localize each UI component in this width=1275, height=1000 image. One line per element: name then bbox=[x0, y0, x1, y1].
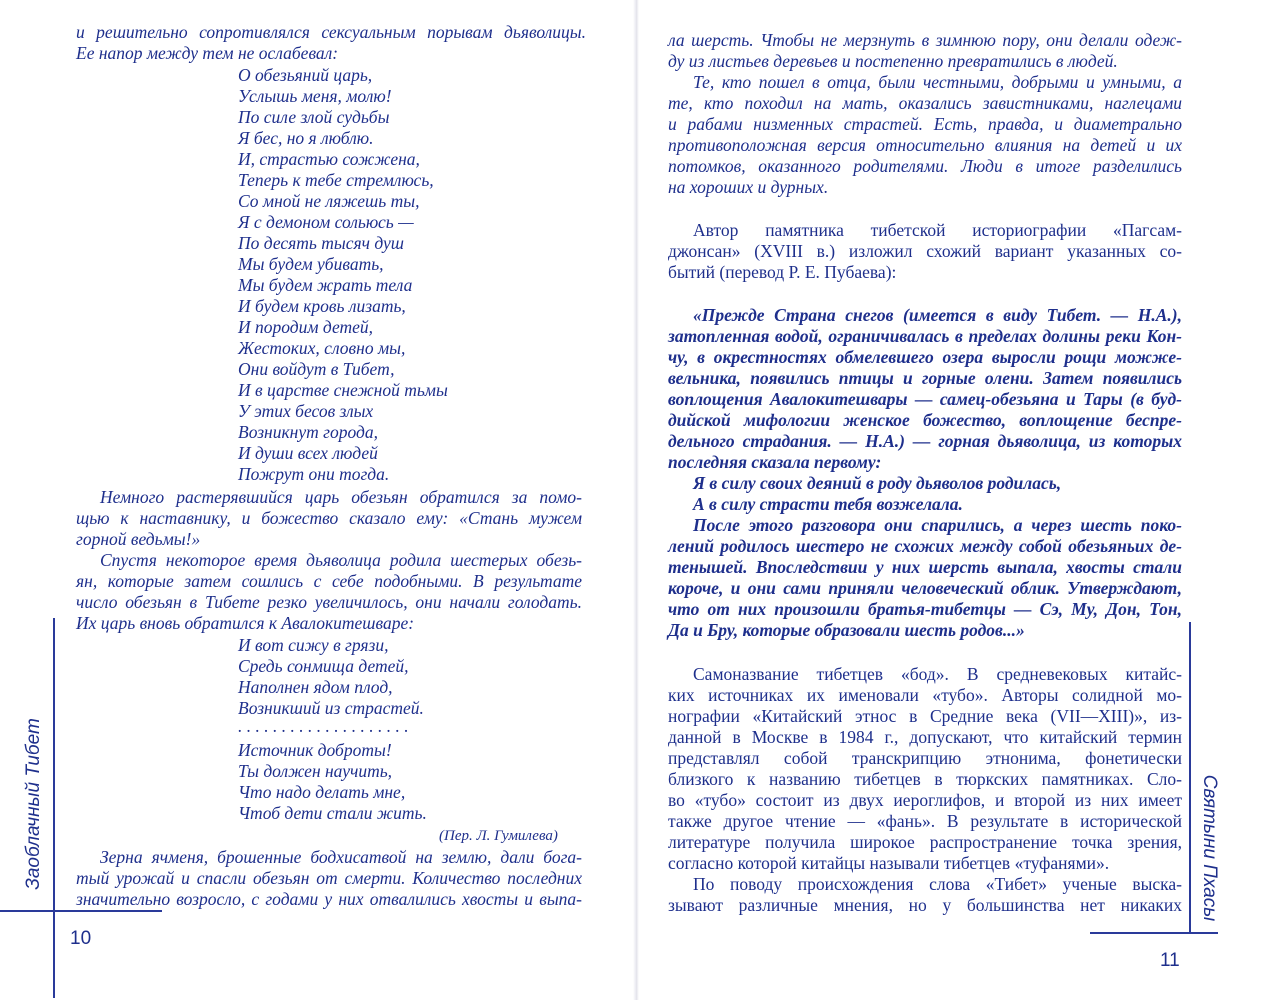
text-line: ян, которые затем сошлись с себе подобными. В результате bbox=[76, 571, 582, 591]
text-line: горной ведьмы!» bbox=[76, 529, 201, 549]
text-line: и рабами низменных страстей. Есть, правда, и диаметрально bbox=[668, 114, 1182, 134]
text-line: вельника, появились птицы и горные олени. Затем появились bbox=[668, 368, 1182, 388]
text-line: литературе получила широкое распространение точка зрения, bbox=[668, 832, 1182, 852]
text-line: Я с демоном сольюсь — bbox=[238, 212, 414, 232]
text-line: По поводу происхождения слова «Тибет» ученые выска- bbox=[693, 874, 1182, 894]
text-line: Наполнен ядом плод, bbox=[238, 677, 393, 697]
text-line: воплощения Авалокитешвары — самец-обезьяна и Тары (в буд- bbox=[668, 389, 1182, 409]
right-running-title: Святыни Пхасы bbox=[1199, 774, 1220, 922]
text-line: нографии «Китайский этнос в Средние века (VII—XIII)», из- bbox=[668, 706, 1182, 726]
text-line: тенышей. Впоследствии у них шерсть выпала, хвосты стали bbox=[668, 557, 1182, 577]
text-line: Пожрут они тогда. bbox=[238, 464, 390, 484]
text-line: У этих бесов злых bbox=[238, 401, 374, 421]
text-line: Источник доброты! bbox=[238, 740, 392, 760]
text-line: и решительно сопротивлялся сексуальным порывам дьяволицы. bbox=[76, 22, 586, 42]
text-line: число обезьян в Тибете резко увеличилось, они начали голодать. bbox=[76, 592, 582, 612]
text-line: И породим детей, bbox=[238, 317, 374, 337]
text-line: И вот сижу в грязи, bbox=[238, 635, 389, 655]
text-line: Немного растерявшийся царь обезьян обратился за помо- bbox=[100, 487, 582, 507]
text-line: Возникший из страстей. bbox=[238, 698, 424, 718]
text-line: щью к наставнику, и божество сказало ему: «Стань мужем bbox=[76, 508, 582, 528]
text-line: ких источниках их именовали «тубо». Авторы солидной мо- bbox=[668, 685, 1182, 705]
text-line: тый урожай и спасли обезьян от смерти. Количество последних bbox=[76, 868, 582, 888]
text-line: джонсан» (XVIII в.) изложил схожий вариант указанных со- bbox=[668, 241, 1182, 261]
text-line: последняя сказала первому: bbox=[668, 452, 882, 472]
right-margin-rule bbox=[1189, 622, 1191, 934]
text-line: во «тубо» состоит из двух иероглифов, и второй из них имеет bbox=[668, 790, 1182, 810]
text-line: ла шерсть. Чтобы не мерзнуть в зимнюю пору, они делали одеж- bbox=[668, 30, 1182, 50]
text-line: потомков, оказанного родителями. Люди в итоге разделились bbox=[668, 156, 1182, 176]
text-line: значительно возросло, с годами у них отвалились хвосты и выпа- bbox=[76, 889, 582, 909]
text-line: Они войдут в Тибет, bbox=[238, 359, 395, 379]
text-line: Ее напор между тем не ослабевал: bbox=[76, 43, 339, 63]
text-line: бытий (перевод Р. Е. Пубаева): bbox=[668, 262, 897, 282]
text-line: затопленная водой, ограничивалась в пределах долины реки Кон- bbox=[668, 326, 1182, 346]
text-line: По силе злой судьбы bbox=[238, 107, 390, 127]
text-line: А в силу страсти тебя возжелала. bbox=[693, 494, 963, 514]
text-line: данной в Москве в 1984 г., допускают, что китайский термин bbox=[668, 727, 1182, 747]
text-line: зывают различные мнения, но у большинства нет никаких bbox=[668, 895, 1182, 915]
text-line: Чтоб дети стали жить. bbox=[238, 803, 427, 823]
left-page-number: 10 bbox=[70, 928, 92, 949]
text-line: Со мной не ляжешь ты, bbox=[238, 191, 420, 211]
text-line: Средь сонмища детей, bbox=[238, 656, 409, 676]
text-line: Мы будем жрать тела bbox=[238, 275, 413, 295]
text-line: короче, и они сами приняли человеческий облик. Утверждают, bbox=[668, 578, 1182, 598]
text-line: согласно которой китайцы называли тибетцев «туфанями». bbox=[668, 853, 1110, 873]
text-line: Спустя некоторое время дьяволица родила шестерых обезь- bbox=[100, 550, 582, 570]
text-line: По десять тысяч душ bbox=[238, 233, 404, 253]
text-line: О обезьяний царь, bbox=[238, 65, 373, 85]
text-line: «Прежде Страна снегов (имеется в виду Тибет. — Н.А.), bbox=[693, 305, 1182, 325]
text-line: После этого разговора они спарились, а через шесть поко- bbox=[693, 515, 1182, 535]
text-line: . . . . . . . . . . . . . . . . . . . . bbox=[238, 716, 409, 736]
text-line: Самоназвание тибетцев «бод». В средневековых китайс- bbox=[693, 664, 1182, 684]
text-line: Теперь к тебе стремлюсь, bbox=[238, 170, 434, 190]
text-line: (Пер. Л. Гумилева) bbox=[439, 828, 558, 844]
text-line: Я бес, но я люблю. bbox=[238, 128, 374, 148]
text-line: Что надо делать мне, bbox=[238, 782, 406, 802]
text-line: Я в силу своих деяний в роду дьяволов родилась, bbox=[693, 473, 1062, 493]
text-line: близкого к названию тибетцев в тюркских памятниках. Сло- bbox=[668, 769, 1182, 789]
right-page-number: 11 bbox=[1160, 950, 1180, 971]
text-line: И, страстью сожжена, bbox=[238, 149, 420, 169]
text-line: Их царь вновь обратился к Авалокитешваре: bbox=[76, 613, 415, 633]
text-line: Ты должен научить, bbox=[238, 761, 393, 781]
text-line: на хороших и дурных. bbox=[668, 177, 829, 197]
text-line: Мы будем убивать, bbox=[238, 254, 384, 274]
text-line: Автор памятника тибетской историографии «Пагсам- bbox=[693, 220, 1182, 240]
text-line: Зерна ячменя, брошенные бодхисатвой на землю, дали бога- bbox=[100, 847, 582, 867]
text-line: также другое чтение — «фань». В результате в исторической bbox=[668, 811, 1182, 831]
text-line: ду из листьев деревьев и постепенно превратились в людей. bbox=[668, 51, 1118, 71]
text-line: те, кто походил на мать, оказались завистниками, наглецами bbox=[668, 93, 1182, 113]
text-line: Те, кто пошел в отца, были честными, добрыми и умными, а bbox=[693, 72, 1182, 92]
text-line: представлял собой транскрипцию этнонима, фонетически bbox=[668, 748, 1182, 768]
text-line: Возникнут города, bbox=[238, 422, 378, 442]
right-footer-rule bbox=[1090, 932, 1218, 934]
text-line: И души всех людей bbox=[238, 443, 378, 463]
text-line: Услышь меня, молю! bbox=[238, 86, 392, 106]
text-line: противоположная версия относительно влияния на детей и их bbox=[668, 135, 1182, 155]
left-running-title: Заоблачный Тибет bbox=[23, 718, 44, 890]
text-line: И будем кровь лизать, bbox=[238, 296, 406, 316]
text-line: дельного страдания. — Н.А.) — горная дьяволица, из которых bbox=[668, 431, 1182, 451]
text-line: лений родилось шестеро не схожих между собой обезьяньих де- bbox=[668, 536, 1182, 556]
text-line: что от них произошли братья-тибетцы — Сэ, Му, Дон, Тон, bbox=[668, 599, 1182, 619]
text-line: Да и Бру, которые образовали шесть родов...» bbox=[668, 620, 1025, 640]
text-line: чу, в окрестностях обмелевшего озера выросли рощи можже- bbox=[668, 347, 1182, 367]
text-line: Жестоких, словно мы, bbox=[238, 338, 406, 358]
text-line: И в царстве снежной тьмы bbox=[238, 380, 448, 400]
text-line: дийской мифологии женское божество, воплощение беспре- bbox=[668, 410, 1182, 430]
